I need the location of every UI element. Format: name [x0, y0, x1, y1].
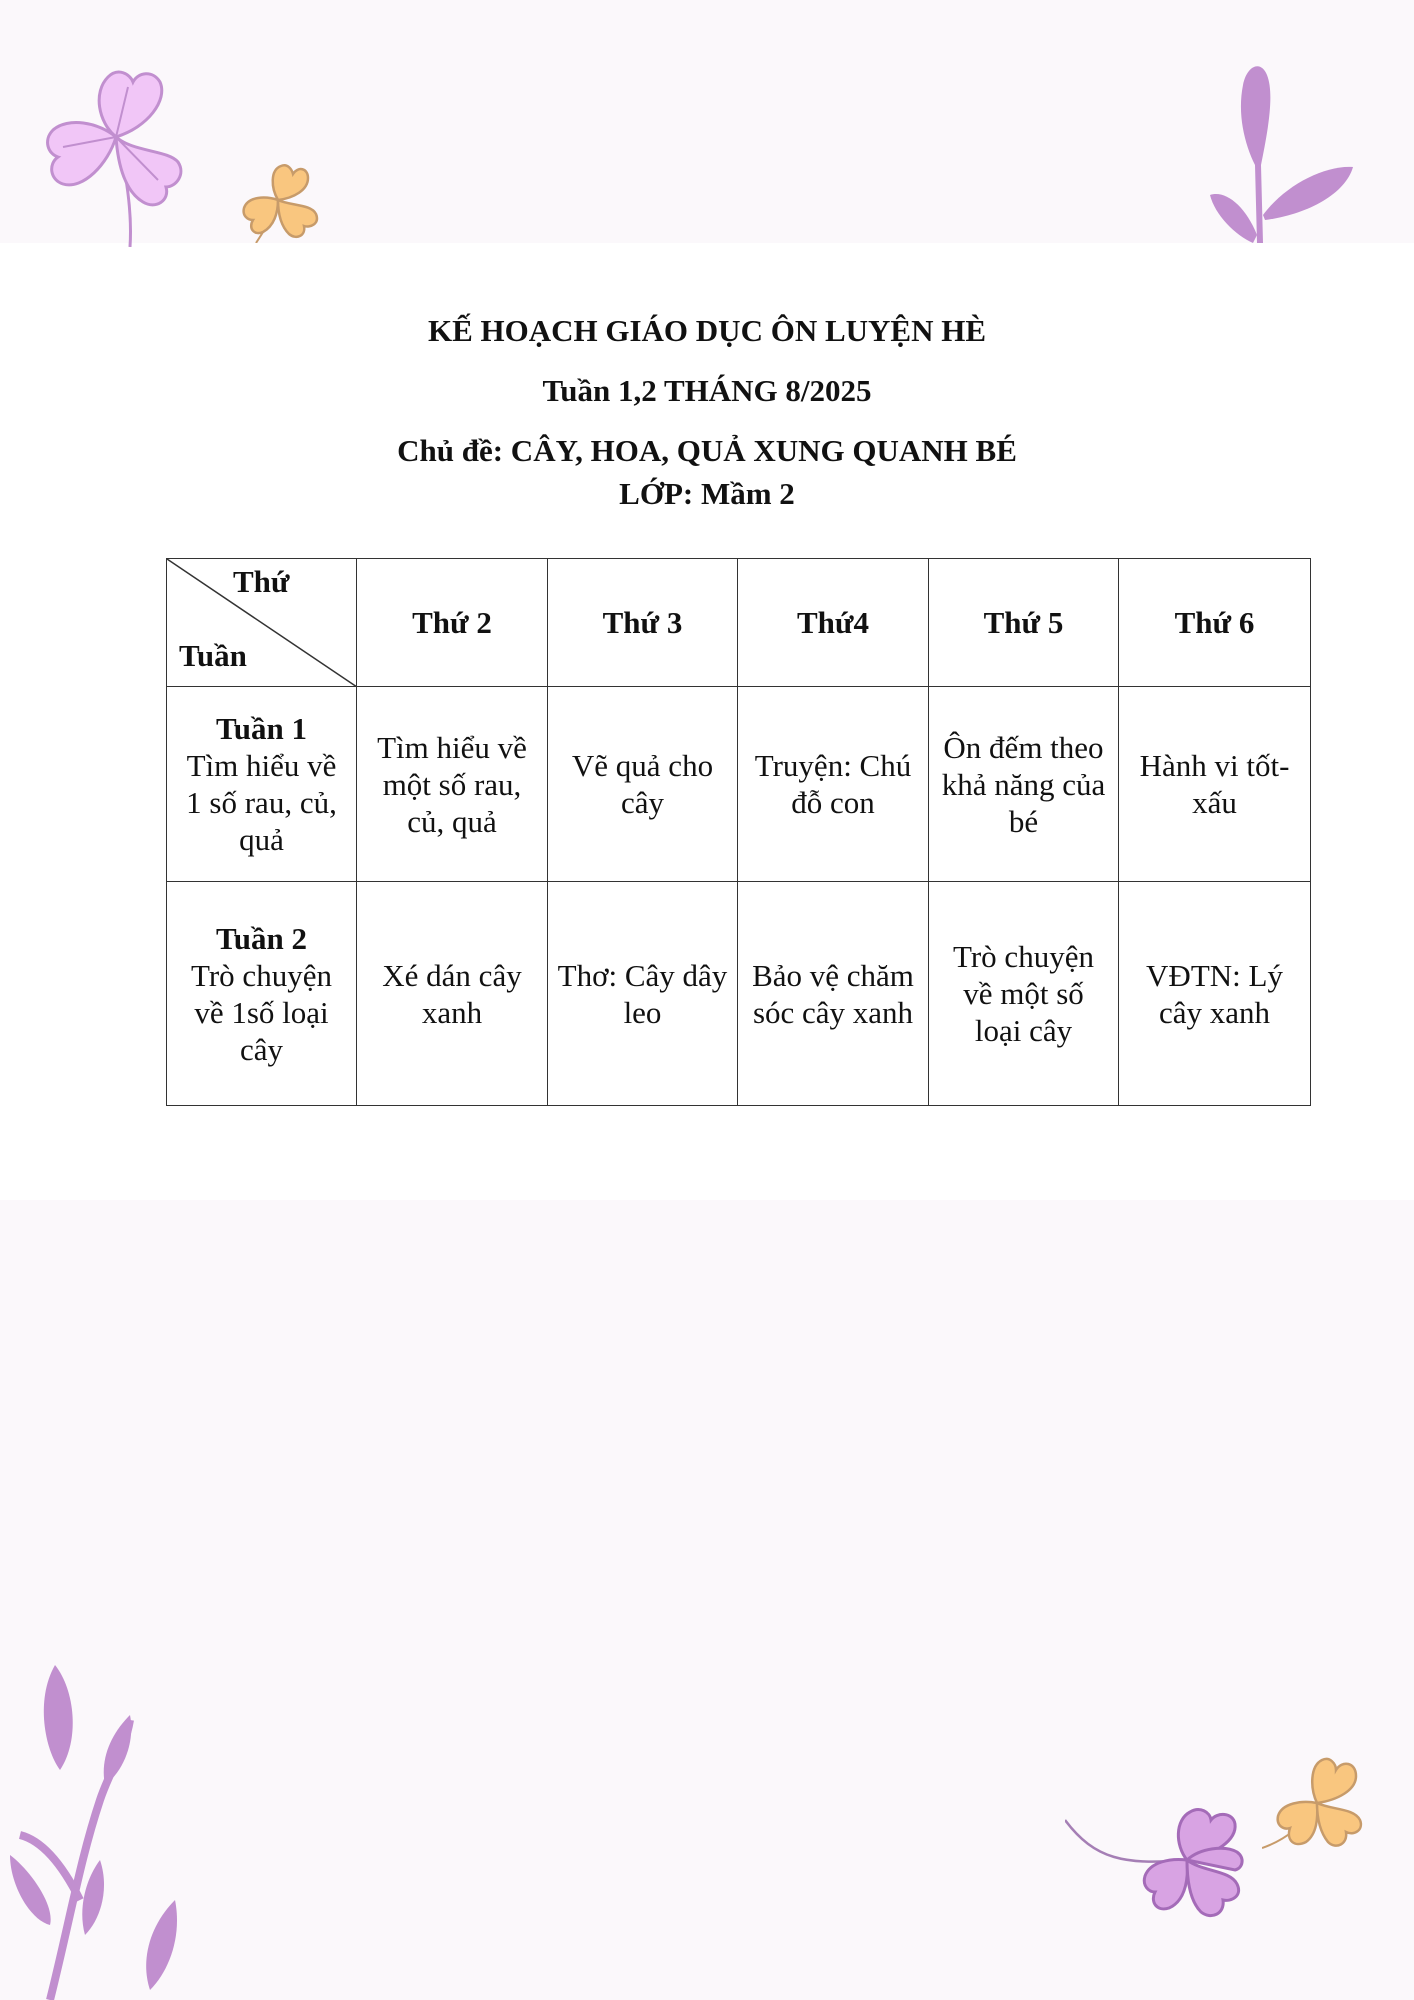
activity-cell: Ôn đếm theo khả năng của bé	[929, 687, 1119, 882]
activity-cell: Hành vi tốt- xấu	[1119, 687, 1311, 882]
document-title: KẾ HOẠCH GIÁO DỤC ÔN LUYỆN HÈ	[427, 313, 987, 348]
activity-cell: VĐTN: Lý cây xanh	[1119, 882, 1311, 1106]
week-cell	[167, 882, 357, 1106]
orange-clover-icon	[236, 158, 326, 243]
header-day-5: Thứ 5	[929, 559, 1119, 687]
activity-cell: Tìm hiểu về một số rau, củ, quả	[357, 687, 548, 882]
activity-cell: Bảo vệ chăm sóc cây xanh	[738, 882, 929, 1106]
document-class: LỚP: Mầm 2	[619, 476, 795, 511]
header-day-4: Thứ4	[738, 559, 929, 687]
activity-cell: Vẽ quả cho cây	[548, 687, 738, 882]
corner-label-day: Thứ	[233, 564, 290, 599]
corner-label-week: Tuần	[179, 638, 247, 673]
header-day-6: Thứ 6	[1119, 559, 1311, 687]
document-theme: Chủ đề: CÂY, HOA, QUẢ XUNG QUANH BÉ	[397, 433, 1017, 468]
corner-header-cell	[167, 559, 357, 687]
purple-branch-icon	[0, 1660, 200, 2000]
week-topic: Tìm hiểu về 1 số rau, củ, quả	[186, 748, 337, 857]
week-topic: Trò chuyện về 1số loại cây	[191, 957, 332, 1067]
lesson-plan-table	[166, 558, 1311, 1106]
activity-cell: Xé dán cây xanh	[357, 882, 548, 1106]
table-row	[167, 882, 1311, 1106]
purple-leaf-sprig-icon	[1195, 55, 1355, 245]
header-day-2: Thứ 2	[357, 559, 548, 687]
table-header-row	[167, 559, 1311, 687]
document-period: Tuần 1,2 THÁNG 8/2025	[542, 373, 872, 408]
pink-clover-icon	[38, 52, 188, 247]
activity-cell: Thơ: Cây dây leo	[548, 882, 738, 1106]
activity-cell: Trò chuyện về một số loại cây	[929, 882, 1119, 1106]
week-label: Tuần 2	[215, 920, 308, 956]
week-label: Tuần 1	[215, 711, 308, 746]
small-orange-clover-icon	[1262, 1748, 1372, 1858]
table-row	[167, 687, 1311, 882]
activity-cell: Truyện: Chú đỗ con	[738, 687, 929, 882]
week-cell	[167, 687, 357, 882]
lilac-clover-icon	[1065, 1800, 1265, 1950]
header-day-3: Thứ 3	[548, 559, 738, 687]
